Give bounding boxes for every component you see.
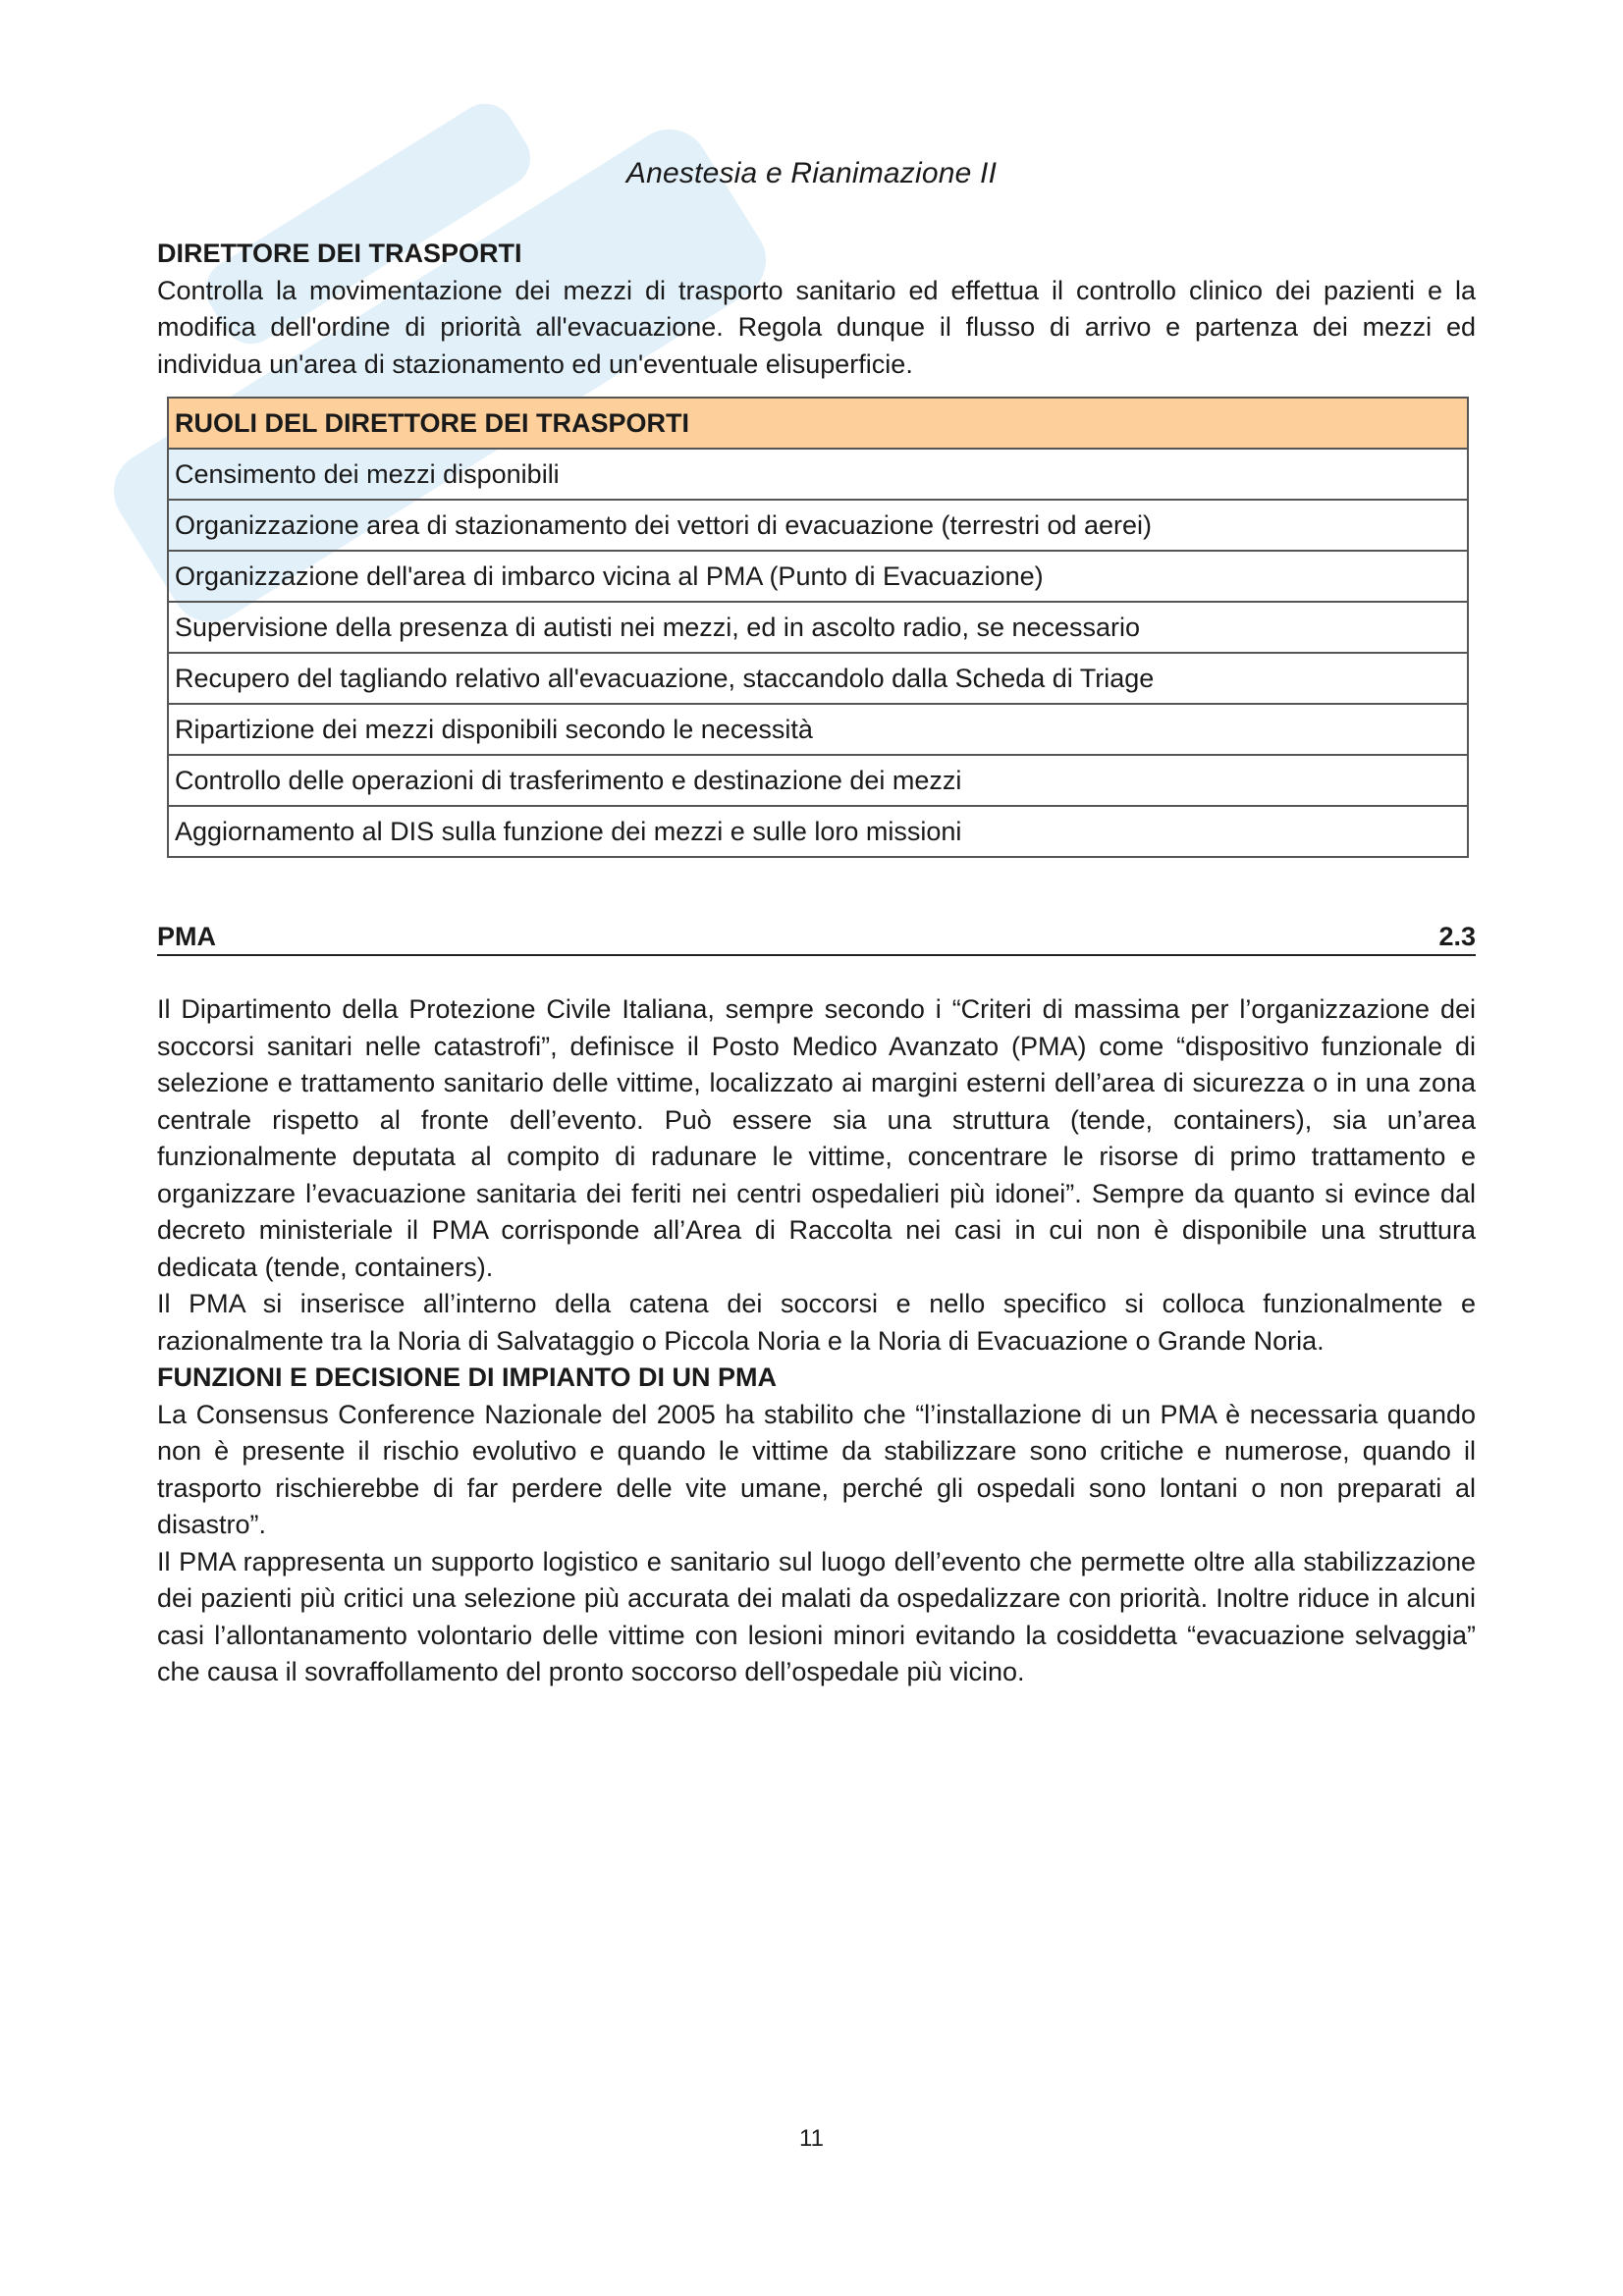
table-row <box>168 704 1468 755</box>
paragraph: Il PMA si inserisce all’interno della catena dei soccorsi e nello specifico si colloca funzionalmente e razionalmente tra la Noria di Salvataggio o Piccola Noria e la Noria di Evacuazione o Grande Noria. <box>157 1289 1476 1356</box>
table-row <box>168 500 1468 551</box>
section-pma-body <box>157 991 1476 1691</box>
table-cell: Organizzazione dell'area di imbarco vicina al PMA (Punto di Evacuazione) <box>168 551 1468 602</box>
subheading: FUNZIONI E DECISIONE DI IMPIANTO DI UN PMA <box>157 1362 778 1392</box>
table-row <box>168 449 1468 500</box>
section-direttore-trasporti <box>157 236 1476 383</box>
paragraph: Il Dipartimento della Protezione Civile Italiana, sempre secondo i “Criteri di massima per l’organizzazione dei soccorsi sanitari nelle catastrofi”, definisce il Posto Medico Avanzato (PMA) come “dispositivo funzionale di selezione e trattamento sanitario delle vittime, localizzato ai margini esterni dell’area di sicurezza o in una zona centrale rispetto al fronte dell’evento. Può essere sia una struttura (tende, containers), sia un’area funzionalmente deputata al compito di radunare le vittime, concentrare le risorse di primo trattamento e organizzare l’evacuazione sanitaria dei feriti nei centri ospedalieri più idonei”. Sempre da quanto si evince dal decreto ministeriale il PMA corrisponde all’Area di Raccolta nei casi in cui non è disponibile una struttura dedicata (tende, containers). <box>157 994 1476 1282</box>
table-cell: Recupero del tagliando relativo all'evacuazione, staccandolo dalla Scheda di Triage <box>168 653 1468 704</box>
table-header-cell: RUOLI DEL DIRETTORE DEI TRASPORTI <box>168 398 1468 449</box>
section-title: PMA <box>157 922 216 951</box>
section-number: 2.3 <box>1438 922 1476 951</box>
section-paragraph: Controlla la movimentazione dei mezzi di trasporto sanitario ed effettua il controllo clinico dei pazienti e la modifica dell'ordine di priorità all'evacuazione. Regola dunque il flusso di arrivo e partenza dei mezzi ed individua un'area di stazionamento ed un'eventuale elisuperficie. <box>157 275 1476 379</box>
table-row <box>168 602 1468 653</box>
table-header-row <box>168 398 1468 449</box>
section-heading: DIRETTORE DEI TRASPORTI <box>157 239 522 268</box>
paragraph: Il PMA rappresenta un supporto logistico e sanitario sul luogo dell’evento che permette oltre alla stabilizzazione dei pazienti più critici una selezione più accurata dei malati da ospedalizzare con priorità. Inoltre riduce in alcuni casi l’allontanamento volontario delle vittime con lesioni minori evitando la cosiddetta “evacuazione selvaggia” che causa il sovraffollamento del pronto soccorso dell’ospedale più vicino. <box>157 1546 1476 1686</box>
table-row <box>168 755 1468 806</box>
table-cell: Controllo delle operazioni di trasferimento e destinazione dei mezzi <box>168 755 1468 806</box>
section-title-bar <box>157 921 1476 956</box>
table-row <box>168 653 1468 704</box>
table-cell: Censimento dei mezzi disponibili <box>168 449 1468 500</box>
page-header-title: Anestesia e Rianimazione II <box>625 157 998 189</box>
table-cell: Ripartizione dei mezzi disponibili secondo le necessità <box>168 704 1468 755</box>
table-cell: Aggiornamento al DIS sulla funzione dei mezzi e sulle loro missioni <box>168 806 1468 857</box>
page-number: 11 <box>799 2125 824 2152</box>
paragraph: La Consensus Conference Nazionale del 2005 ha stabilito che “l’installazione di un PMA è necessaria quando non è presente il rischio evolutivo e quando le vittime da stabilizzare sono critiche e numerose, quando il trasporto rischierebbe di far perdere delle vite umane, perché gli ospedali sono lontani o non preparati al disastro”. <box>157 1399 1476 1539</box>
table-cell: Supervisione della presenza di autisti nei mezzi, ed in ascolto radio, se necessario <box>168 602 1468 653</box>
roles-table <box>167 397 1469 858</box>
table-cell: Organizzazione area di stazionamento dei vettori di evacuazione (terrestri od aerei) <box>168 500 1468 551</box>
table-row <box>168 551 1468 602</box>
table-row <box>168 806 1468 857</box>
